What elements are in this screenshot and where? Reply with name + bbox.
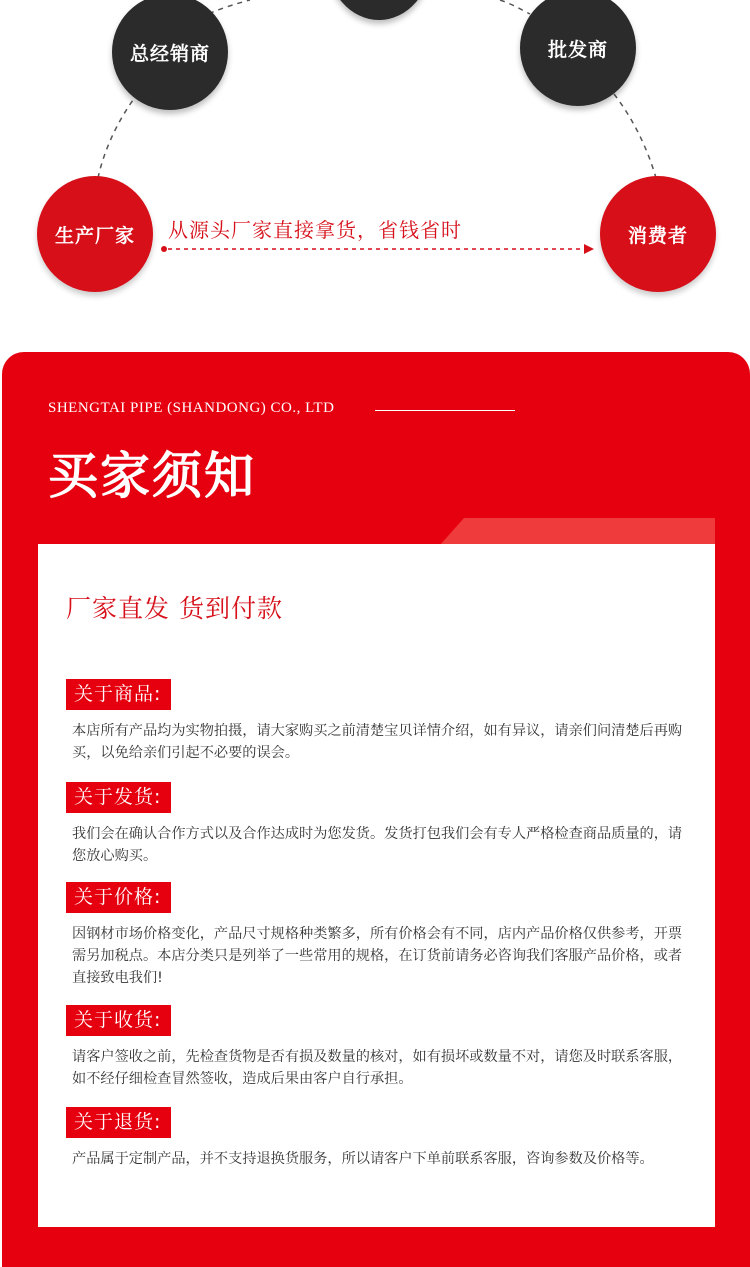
direct-source-slogan: 从源头厂家直接拿货，省钱省时 — [168, 218, 462, 242]
arrow-head-icon — [584, 244, 594, 254]
notice-title: 买家须知 — [48, 447, 256, 505]
section-text: 产品属于定制产品，并不支持退换货服务，所以请客户下单前联系客服，咨询参数及价格等。 — [72, 1151, 654, 1167]
node-label: 批发商 — [547, 38, 608, 61]
section-text: 本店所有产品均为实物拍摄，请大家购买之前清楚宝贝详情介绍，如有异议，请亲们问清楚后再购买，以免给亲们引起不必要的误会。 — [72, 723, 683, 761]
node-label: 总经销商 — [129, 42, 210, 65]
dashed-arc-left — [98, 96, 136, 178]
section-returns — [66, 1107, 691, 1170]
section-tag: 关于发货: — [66, 782, 171, 813]
section-products — [66, 679, 691, 764]
dashed-arc-right — [614, 94, 656, 178]
company-divider — [375, 410, 515, 411]
arrow-start-dot — [161, 246, 167, 252]
supply-chain-diagram — [0, 0, 750, 330]
section-tag: 关于商品: — [66, 679, 171, 710]
dashed-arc-top-right — [500, 0, 530, 14]
node-consumer — [600, 176, 716, 292]
company-name: SHENGTAI PIPE (SHANDONG) CO., LTD — [48, 400, 335, 416]
node-label: 消费者 — [627, 224, 688, 247]
section-tag: 关于收货: — [66, 1005, 171, 1036]
section-pricing — [66, 882, 691, 989]
section-receiving — [66, 1005, 691, 1090]
node-label: 生产厂家 — [54, 224, 135, 247]
node-manufacturer — [37, 176, 153, 292]
section-text: 因钢材市场价格变化，产品尺寸规格种类繁多，所有价格会有不同，店内产品价格仅供参考，开票需另加税点。本店分类只是列举了一些常用的规格，在订货前请务必咨询我们客服产品价格，或者直接致电我们! — [72, 926, 683, 986]
notice-card — [38, 544, 715, 1227]
decorative-stripe — [440, 518, 715, 545]
section-tag: 关于退货: — [66, 1107, 171, 1138]
section-shipping — [66, 782, 691, 867]
card-title: 厂家直发 货到付款 — [66, 594, 283, 623]
section-text: 我们会在确认合作方式以及合作达成时为您发货。发货打包我们会有专人严格检查商品质量的，请您放心购买。 — [72, 826, 683, 864]
section-text: 请客户签收之前，先检查货物是否有损及数量的核对，如有损坏或数量不对，请您及时联系客服，如不经仔细检查冒然签收，造成后果由客户自行承担。 — [72, 1049, 683, 1087]
section-tag: 关于价格: — [66, 882, 171, 913]
